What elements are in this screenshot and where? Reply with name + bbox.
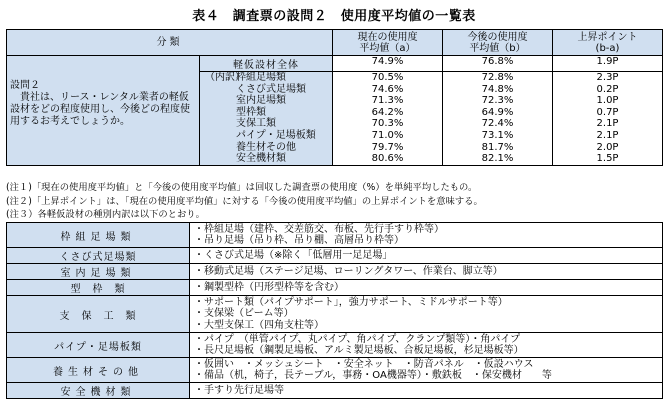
all-label: 軽仮設材全体 xyxy=(200,56,333,72)
type-breakdown-table xyxy=(6,222,663,399)
header-future: 今後の使用度 平均値（b） xyxy=(443,30,553,56)
type-items: ・枠組足場（建枠、交差筋交、布板、先行手すり枠等） ・吊り足場（吊り枠、吊り棚、高層吊り枠等） xyxy=(190,223,663,248)
question-text: 設問２ 貴社は、リース・レンタル業者の軽仮設材をどの程度使用し、今後どの程度使用するお考えでしょうか。 xyxy=(10,80,190,127)
row-label: 室内足場類 xyxy=(236,95,286,107)
type-name: 養生材その他 xyxy=(7,358,190,383)
all-points: 1.9P xyxy=(553,56,663,72)
type-name: パイプ・足場板類 xyxy=(7,333,190,358)
note-1: (注１)「現在の使用度平均値」と「今後の使用度平均値」は回収した調査票の使用度（%）を単純平均したもの。 xyxy=(6,182,478,193)
type-row xyxy=(7,248,663,264)
type-row xyxy=(7,280,663,296)
type-row xyxy=(7,333,663,358)
breakdown-labels xyxy=(200,72,333,166)
note-2: (注２)「上昇ポイント」は、「現在の使用度平均値」に対する「今後の使用度平均値」の上昇ポイントを意味する。 xyxy=(6,195,483,207)
all-current: 74.9% xyxy=(333,56,443,72)
type-row xyxy=(7,223,663,248)
type-row xyxy=(7,296,663,333)
type-items: ・手すり先行足場等 xyxy=(190,383,663,399)
header-points: 上昇ポイント (b-a) xyxy=(553,30,663,56)
type-name: 支 保 工 類 xyxy=(7,296,190,333)
notes xyxy=(6,181,483,222)
header-category: 分類 xyxy=(7,30,333,56)
type-name: 型 枠 類 xyxy=(7,280,190,296)
future-values: 72.8% 74.8% 72.3% 64.9% 72.4% 73.1% 81.7% 82.1% xyxy=(443,72,553,166)
header-current: 現在の使用度 平均値（a） xyxy=(333,30,443,56)
type-name: 安全機材類 xyxy=(7,383,190,399)
page-title: 表４ 調査票の設問２ 使用度平均値の一覧表 xyxy=(192,9,476,24)
note-3: (注３）各軽仮設材の種別内訳は以下のとおり。 xyxy=(6,209,205,220)
type-row xyxy=(7,383,663,399)
type-items: ・パイプ （単管パイプ、丸パイプ、角パイプ、クランプ類等）・角パイプ ・長尺足場板（鋼製足場板、アルミ製足場板、合板足場板，杉足場板等） xyxy=(190,333,663,358)
question-cell xyxy=(7,56,200,166)
row-label: くさび式足場類 xyxy=(236,83,306,95)
type-items: ・移動式足場（ステージ足場、ローリングタワー、作業台、脚立等） xyxy=(190,264,663,280)
row-label: 枠組足場類 xyxy=(236,72,286,83)
current-values: 70.5% 74.6% 71.3% 64.2% 70.3% 71.0% 79.7% 80.6% xyxy=(333,72,443,166)
type-name: くさび式足場類 xyxy=(7,248,190,264)
all-row xyxy=(7,56,663,72)
all-future: 76.8% xyxy=(443,56,553,72)
points-values: 2.3P 0.2P 1.0P 0.7P 2.1P 2.1P 2.0P 1.5P xyxy=(553,72,663,166)
row-label: 安全機材類 xyxy=(236,153,286,165)
row-label: 養生材その他 xyxy=(236,141,296,153)
type-items: ・サポート類（パイプサポート」，強力サポート、ミドルサポート等） ・支保梁（ビーム等） ・大型支保工（四角支柱等） xyxy=(190,296,663,333)
survey-header-row xyxy=(7,30,663,56)
row-label: 型枠類 xyxy=(236,106,266,118)
type-row xyxy=(7,264,663,280)
type-row xyxy=(7,358,663,383)
survey-table xyxy=(6,29,663,166)
type-items: ・鋼製型枠（円形型枠等を含む） xyxy=(190,280,663,296)
breakdown-label: （内訳） xyxy=(205,72,245,83)
type-name: 枠組足場類 xyxy=(7,223,190,248)
type-items: ・くさび式足場（※除く「低層用一足足場」 xyxy=(190,248,663,264)
row-label: 支保工類 xyxy=(236,118,276,130)
type-name: 室内足場類 xyxy=(7,264,190,280)
type-items: ・仮囲い ・メッシュシート ・安全ネット ・防音パネル ・仮設ハウス ・備品（机，椅子，長テーブル，事務・OA機器等）・敷鉄板 ・保安機材 等 xyxy=(190,358,663,383)
row-label: パイプ・足場板類 xyxy=(236,129,316,141)
